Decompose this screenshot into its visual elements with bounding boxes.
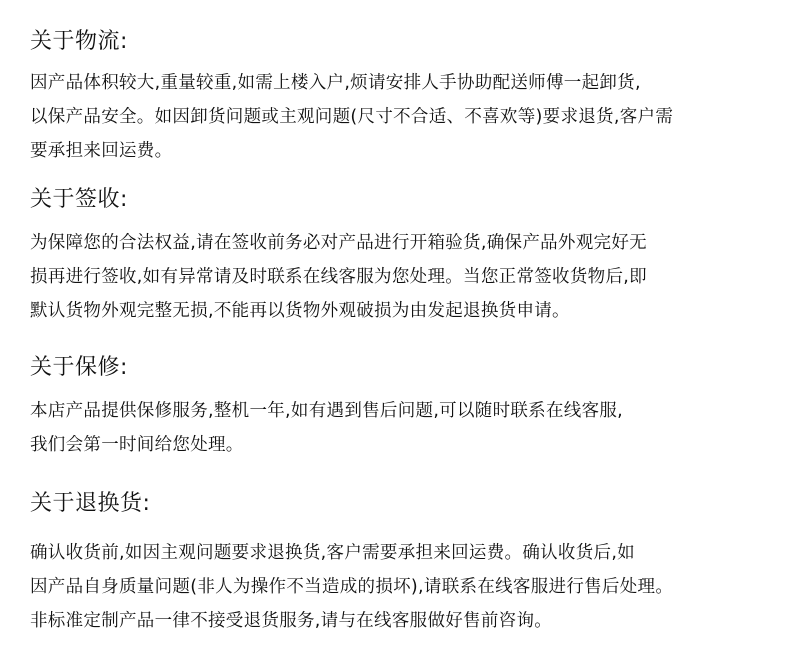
section-returns: [30, 490, 770, 638]
section-title-logistics: 关于物流:: [30, 29, 128, 54]
section-title-signing: 关于签收:: [30, 187, 128, 212]
body-line: 默认货物外观完整无损,不能再以货物外观破损为由发起退换货申请。: [30, 301, 570, 321]
section-body-logistics: [30, 66, 770, 168]
body-line: 我们会第一时间给您处理。: [30, 435, 244, 455]
body-line: 非标准定制产品一律不接受退货服务,请与在线客服做好售前咨询。: [30, 611, 553, 631]
section-logistics: [30, 28, 770, 168]
section-body-signing: [30, 226, 770, 328]
body-line: 以保产品安全。如因卸货问题或主观问题(尺寸不合适、不喜欢等)要求退货,客户需: [30, 107, 674, 127]
body-line: 确认收货前,如因主观问题要求退换货,客户需要承担来回运费。确认收货后,如: [30, 543, 635, 563]
section-title-warranty: 关于保修:: [30, 355, 128, 380]
body-line: 本店产品提供保修服务,整机一年,如有遇到售后问题,可以随时联系在线客服,: [30, 401, 624, 421]
section-signing: [30, 186, 770, 328]
section-warranty: [30, 354, 770, 462]
section-title-returns: 关于退换货:: [30, 491, 151, 516]
section-body-warranty: [30, 394, 770, 462]
section-body-returns: [30, 536, 770, 638]
body-line: 损再进行签收,如有异常请及时联系在线客服为您处理。当您正常签收货物后,即: [30, 267, 647, 287]
body-line: 要承担来回运费。: [30, 141, 173, 161]
body-line: 因产品自身质量问题(非人为操作不当造成的损坏),请联系在线客服进行售后处理。: [30, 577, 674, 597]
body-line: 因产品体积较大,重量较重,如需上楼入户,烦请安排人手协助配送师傅一起卸货,: [30, 73, 641, 93]
body-line: 为保障您的合法权益,请在签收前务必对产品进行开箱验货,确保产品外观完好无: [30, 233, 647, 253]
